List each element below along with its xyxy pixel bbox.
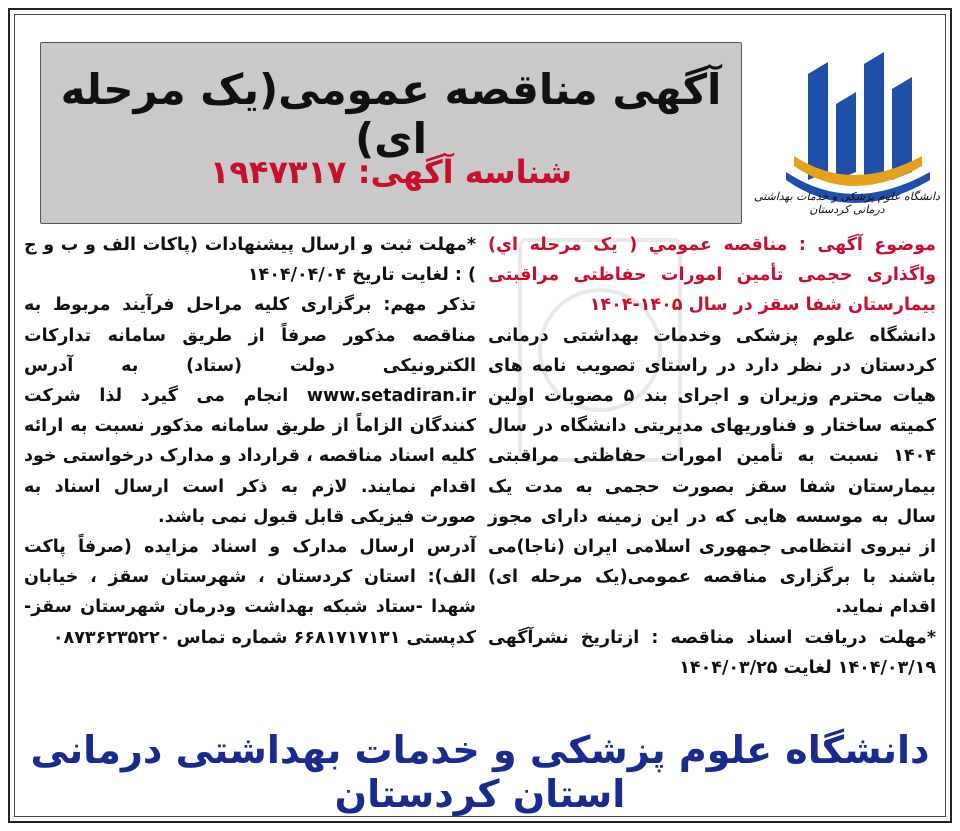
left-column xyxy=(24,230,476,653)
mailing-address: آدرس ارسال مدارک و اسناد مزایده (صرفاً پاکت الف): استان کردستان ، شهرستان سقز ، خیابان شهدا -ستاد شبکه بهداشت ودرمان شهرستان سقز-کدپستی ۶۶۸۱۷۱۷۱۳۱ شماره تماس ۰۸۷۳۶۲۳۵۲۲۰ xyxy=(24,537,476,648)
document-deadline: *مهلت دریافت اسناد مناقصه : ازتاریخ نشرآگهی ۱۴۰۴/۰۳/۱۹ لغایت ۱۴۰۴/۰۳/۲۵ xyxy=(488,627,936,678)
submission-deadline: *مهلت ثبت و ارسال پیشنهادات (پاکات الف و ب و ج ) : لغایت تاریخ ۱۴۰۴/۰۴/۰۴ xyxy=(24,235,476,286)
right-column xyxy=(488,230,936,683)
logo-caption: دانشگاه علوم پزشکی و خدمات بهداشتی درمانی کردستان xyxy=(754,190,940,216)
footer-university-name: دانشگاه علوم پزشکی و خدمات بهداشتی درمانی استان کردستان xyxy=(30,728,930,816)
note-text-before-url: تذکر مهم: برگزاری کلیه مراحل فرآیند مربوط به مناقصه مذکور صرفاً از طریق سامانه تدارکات الکترونیکی دولت (ستاد) به آدرس xyxy=(24,295,476,376)
setad-url-link[interactable]: www.setadiran.ir xyxy=(306,386,477,407)
important-note xyxy=(24,290,476,532)
notice-title: آگهی مناقصه عمومی(یک مرحله ای) xyxy=(60,65,722,163)
tender-body: دانشگاه علوم پزشکی وخدمات بهداشتی درمانی کردستان در نظر دارد در راستای تصویب نامه های هیات محترم وزیران و اجرای بند ۵ مصوبات اولین کمیته ساختار و فناوریهای مدیریتی دانشگاه در سال ۱۴۰۴ نسبت به تأمین امورات حفاظتی مراقبتی بیمارستان شفا سقز بصورت حجمی به مدت یک سال به موسسه هایی که در این زمینه دارای مجوز از نیروی انتظامی جمهوری اسلامی ایران (ناجا)می باشند با برگزاری مناقصه عمومی(یک مرحله ای) اقدام نماید. xyxy=(488,325,936,618)
tender-subject: موضوع آگهی : مناقصه عمومي ( يک مرحله اي) واگذاری حجمی تأمین امورات حفاظتی مراقبتی بیمارستان شفا سقز در سال ۱۴۰۵-۱۴۰۴ xyxy=(488,235,936,316)
note-text-after-url: انجام می گیرد لذا شرکت کنندگان الزاماً از طریق سامانه مذکور نسبت به ارائه کلیه اسناد مناقصه ، قرارداد و مدارک درخواستی خود اقدام نمایند. لازم به ذکر است ارسال اسناد به صورت فیزیکی قابل قبول نمی باشد. xyxy=(24,386,476,527)
notice-id: شناسه آگهی: ۱۹۴۷۳۱۷ xyxy=(209,153,573,191)
title-box xyxy=(40,42,742,224)
